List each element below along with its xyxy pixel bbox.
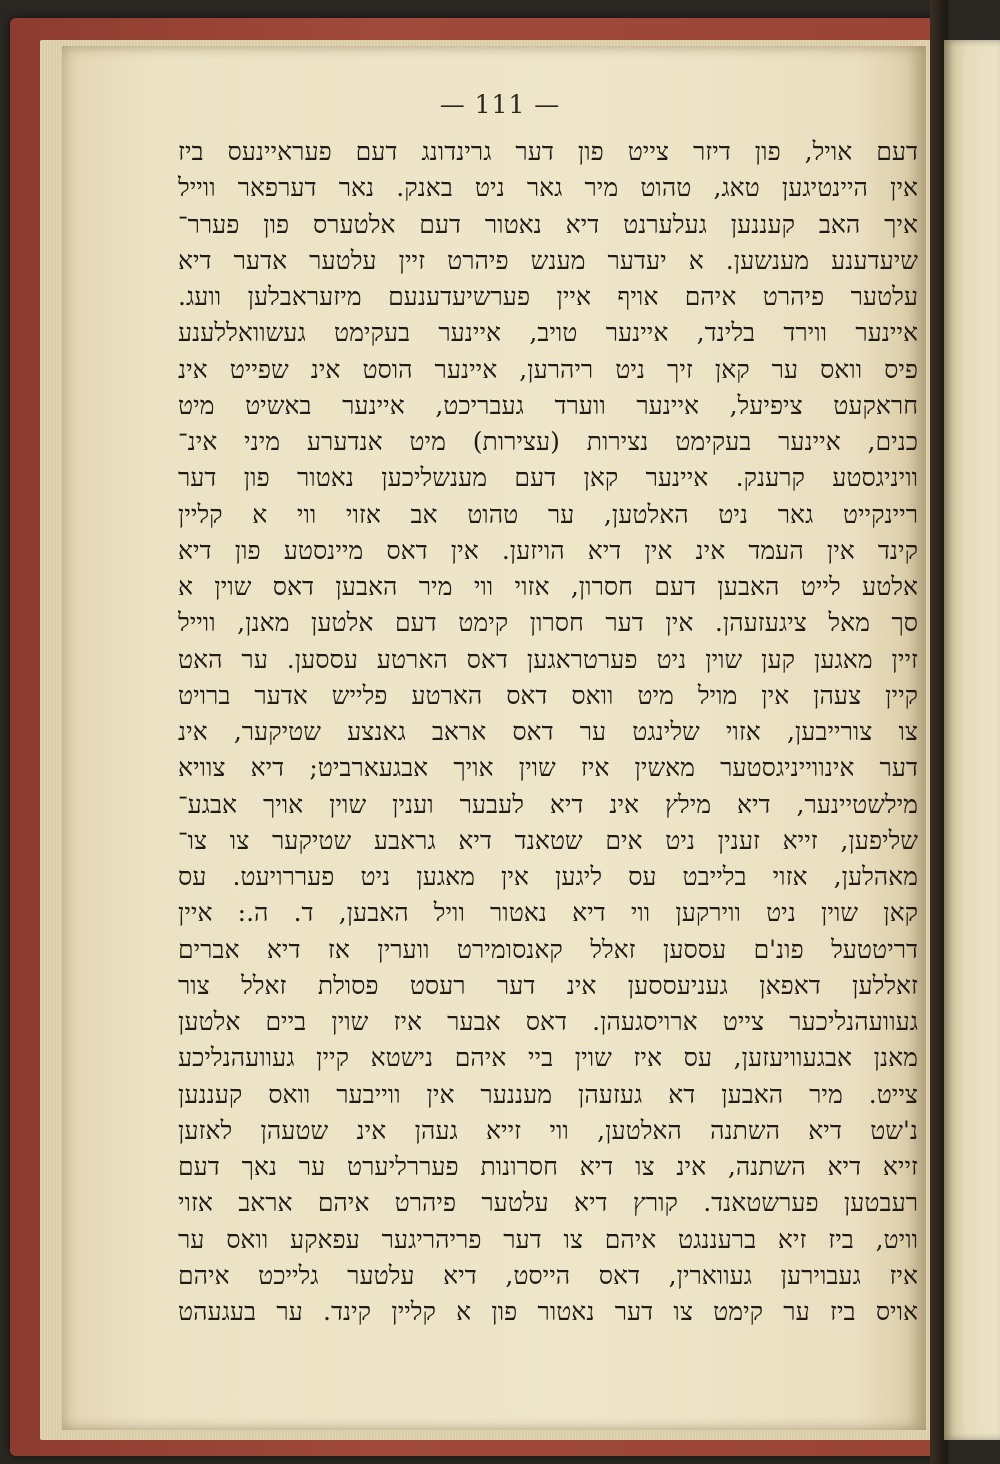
text-line: איז געבוירען געווארין, דאס הייסט, דיא עלטער גלייכט איהם — [178, 1260, 918, 1290]
text-line: זיין מאגען קען שוין ניט פערטראגען דאס הארטע עססען. ער האט — [178, 644, 918, 674]
facing-page-edge — [944, 40, 1000, 1440]
text-line: מאהלען, אזוי בלייבט עס ליגען אין מאגען ניט פעררויעט. עס — [178, 862, 918, 891]
text-line: סך מאל ציגעזעהן. אין דער חסרון קימט דעם אלטען מאנן, ווייל — [178, 608, 918, 638]
text-line: עלטער פיהרט איהם אויף איין פערשיעדענעם מיזעראבלען וועג. — [178, 282, 918, 311]
text-line: קינד אין העמד אינ אין דיא הויזען. אין דאס מיינסטע פון דיא — [178, 535, 918, 565]
text-line: וויט, ביז זיא ברעננגט איהם צו דער פריהריגער עפאקע וואס ער — [178, 1224, 918, 1254]
page-number: — 111 — — [439, 90, 561, 119]
text-line: פיס וואס ער קאן זיך ניט ריהרען, איינער הוסט אינ שפייט אינ — [178, 354, 918, 384]
text-line: כנים, איינער בעקימט נצירות (עצירות) מיט אנדערע מיני אינ־ — [178, 427, 918, 456]
text-line: קיין צעהן אין מויל מיט וואס דאס הארטע פלייש אדער ברויט — [178, 680, 918, 710]
text-line: איך האב קעננען געלערנט דיא נאטור דעם אלטערס פון פערר־ — [178, 209, 918, 239]
text-line: איינער ווירד בלינד, איינער טויב, איינער בעקימט געשוואללענע — [178, 318, 918, 348]
text-line: מילשטיינער, דיא מילץ אינ דיא לעבער וענין שוין אויך אבגע־ — [178, 789, 918, 819]
text-line: דער אינווייניגסטער מאשין איז שוין אויך אבגעארביט; דיא צוויא — [178, 753, 918, 783]
text-line: אין היינטיגען טאג, טהוט מיר גאר ניט באנק. נאר דערפאר ווייל — [178, 173, 918, 203]
text-line: נ'שט דיא השתנה האלטען, ווי זייא געהן אינ שטעהן לאזען — [178, 1115, 918, 1145]
text-line: וויניגסטע קרענק. איינער קאן דעם מענשליכען נאטור פון דער — [178, 463, 918, 493]
text-line: צייט. מיר האבען דא געזעהן מעננער אין ווייבער וואס קעננען — [178, 1079, 918, 1109]
text-line: דעם אויל, פון דיזר צייט פון דער גרינדונג דעם פעראיינעס ביז — [178, 137, 918, 166]
text-line: חראקעט ציפיעל, איינער ווערד געבריכט, איינער באשיט מיט — [178, 390, 918, 420]
text-line: שיעדענע מענשען. א יעדער מענש פיהרט זיין עלטער אדער דיא — [178, 245, 918, 275]
text-line: זייא דיא השתנה, אינ צו דיא חסרונות פעררליערט ער נאך דעם — [178, 1152, 918, 1181]
text-line: זאללען דאפאן געניעססען אינ דער רעסט פסולת זאלל צור — [178, 970, 918, 1000]
text-line: אלטע לייט האבען דעם חסרון, אזוי ווי מיר האבען דאס שוין א — [178, 572, 918, 601]
text-line: קאן שוין ניט ווירקען ווי דיא נאטור וויל האבען, ד. ה.: איין — [178, 898, 918, 928]
text-line: מאנן אבגעוויעזען, עס איז שוין ביי איהם נישטא קיין געוועהנליכע — [178, 1043, 918, 1073]
text-line: דריטטעל פונ'ם עססען זאלל קאנסומירט ווערין אז דיא אברים — [178, 934, 918, 964]
text-line: געוועהנליכער צייט ארויסגעהן. דאס אבער איז שוין ביים אלטען — [178, 1007, 918, 1036]
text-line: צו צורייבען, אזוי שלינגט ער דאס אראב גאנצע שטיקער, אינ — [178, 717, 918, 746]
text-line: שליפען, זייא זענין ניט אים שטאנד דיא גראבע שטיקער צו צו־ — [178, 825, 918, 855]
text-line: רעבטען פערשטאנד. קורץ דיא עלטער פיהרט איהם אראב אזוי — [178, 1188, 918, 1218]
page-text-body — [178, 134, 918, 1330]
text-line: ריינקייט גאר ניט האלטען, ער טהוט אב אזוי ווי א קליין — [178, 499, 918, 529]
text-line: אויס ביז ער קימט צו דער נאטור פון א קליין קינד. ער בעגעהט — [178, 1297, 918, 1326]
